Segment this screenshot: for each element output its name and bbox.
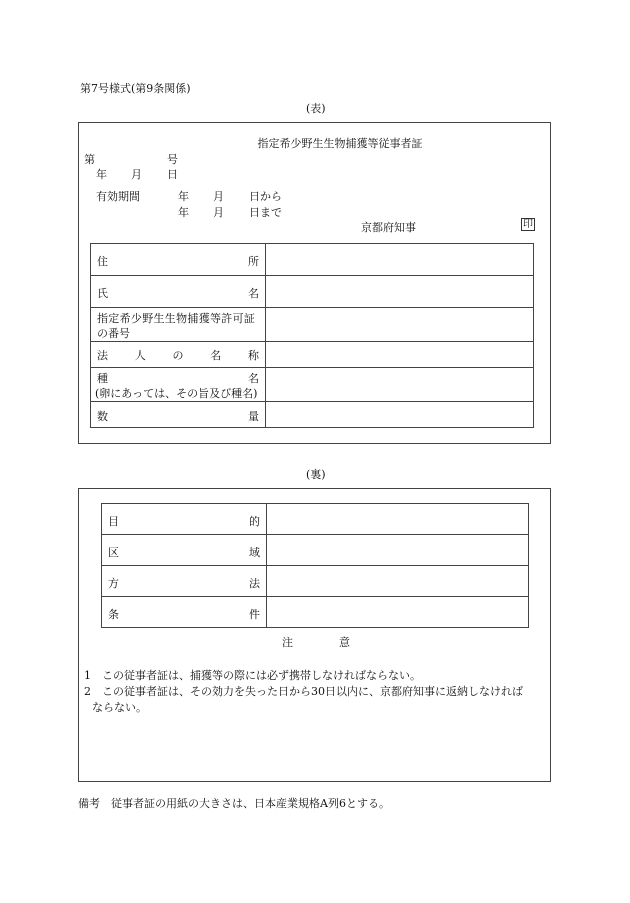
corporation-name-field[interactable] bbox=[266, 342, 534, 368]
issue-day: 日 bbox=[167, 168, 178, 181]
label-char: 域 bbox=[249, 546, 260, 559]
validity-from-month: 月 bbox=[213, 190, 224, 203]
issue-month: 月 bbox=[131, 168, 142, 181]
purpose-field[interactable] bbox=[267, 504, 529, 535]
validity-to-month: 月 bbox=[213, 206, 224, 219]
label-char: 住 bbox=[97, 255, 108, 268]
note-number: 2 bbox=[84, 685, 91, 698]
label-char: 名 bbox=[210, 348, 222, 362]
note-2 bbox=[84, 684, 550, 699]
table-row bbox=[91, 308, 534, 342]
table-row bbox=[91, 402, 534, 428]
method-field[interactable] bbox=[267, 566, 529, 597]
validity-to-year: 年 bbox=[178, 206, 189, 219]
method-label bbox=[102, 566, 267, 597]
name-label bbox=[91, 276, 266, 308]
label-char: の bbox=[172, 348, 184, 362]
quantity-field[interactable] bbox=[266, 402, 534, 428]
table-row bbox=[91, 368, 534, 402]
label-char: 数 bbox=[97, 410, 108, 423]
label-char: 名 bbox=[248, 372, 259, 385]
conditions-label bbox=[102, 597, 267, 628]
number-prefix: 第 bbox=[84, 153, 95, 166]
conditions-field[interactable] bbox=[267, 597, 529, 628]
label-line: の番号 bbox=[97, 327, 130, 340]
front-fields-table bbox=[90, 243, 534, 428]
purpose-label bbox=[102, 504, 267, 535]
label-char: 条 bbox=[108, 608, 119, 621]
issue-year: 年 bbox=[96, 168, 107, 181]
notes-title-right: 意 bbox=[339, 636, 350, 649]
table-row bbox=[102, 597, 529, 628]
permit-number-label bbox=[91, 308, 266, 342]
label-line: 指定希少野生生物捕獲等許可証 bbox=[97, 312, 256, 325]
label-char: 目 bbox=[108, 515, 119, 528]
form-id: 第7号様式(第9条関係) bbox=[80, 82, 191, 95]
label-char: 称 bbox=[248, 348, 259, 362]
card-title: 指定希少野生生物捕獲等従事者証 bbox=[257, 137, 423, 150]
label-char: 氏 bbox=[97, 287, 108, 300]
address-field[interactable] bbox=[266, 244, 534, 276]
number-suffix: 号 bbox=[167, 153, 178, 166]
table-row bbox=[102, 535, 529, 566]
label-char: 方 bbox=[108, 577, 119, 590]
table-row bbox=[91, 276, 534, 308]
species-label bbox=[91, 368, 266, 402]
area-field[interactable] bbox=[267, 535, 529, 566]
validity-label: 有効期間 bbox=[96, 190, 140, 203]
remark-text: 備考 従事者証の用紙の大きさは、日本産業規格A列6とする。 bbox=[78, 797, 390, 810]
label-char: 件 bbox=[249, 608, 260, 621]
label-char: 的 bbox=[249, 515, 260, 528]
note-text: この従事者証は、その効力を失った日から30日以内に、京都府知事に返納しなければ bbox=[102, 685, 523, 698]
label-char: 種 bbox=[97, 372, 108, 385]
validity-to: 日まで bbox=[249, 206, 282, 219]
seal-mark: 印 bbox=[523, 219, 533, 230]
validity-from-year: 年 bbox=[178, 190, 189, 203]
label-char: 所 bbox=[248, 255, 259, 268]
label-char: 人 bbox=[134, 348, 146, 362]
label-char: 名 bbox=[248, 287, 259, 300]
note-1 bbox=[84, 668, 544, 683]
note-2-continued: ならない。 bbox=[92, 701, 147, 714]
area-label bbox=[102, 535, 267, 566]
issuer-name: 京都府知事 bbox=[361, 221, 416, 234]
label-char: 法 bbox=[97, 348, 108, 362]
name-field[interactable] bbox=[266, 276, 534, 308]
table-row bbox=[91, 244, 534, 276]
note-number: 1 bbox=[84, 669, 91, 682]
label-char: 法 bbox=[249, 577, 260, 590]
corporation-name-label bbox=[91, 342, 266, 368]
label-char: 区 bbox=[108, 546, 119, 559]
table-row bbox=[91, 342, 534, 368]
back-fields-table bbox=[101, 503, 529, 628]
quantity-label bbox=[91, 402, 266, 428]
table-row bbox=[102, 566, 529, 597]
address-label bbox=[91, 244, 266, 276]
label-line: (卵にあっては、その旨及び種名) bbox=[95, 387, 258, 400]
note-text: この従事者証は、捕獲等の際には必ず携帯しなければならない。 bbox=[102, 669, 421, 682]
notes-title-left: 注 bbox=[282, 636, 293, 649]
table-row bbox=[102, 504, 529, 535]
label-char: 量 bbox=[248, 410, 259, 423]
front-side-label: (表) bbox=[306, 102, 326, 115]
permit-number-field[interactable] bbox=[266, 308, 534, 342]
species-field[interactable] bbox=[266, 368, 534, 402]
back-side-label: (裏) bbox=[306, 468, 326, 481]
validity-from: 日から bbox=[249, 190, 282, 203]
